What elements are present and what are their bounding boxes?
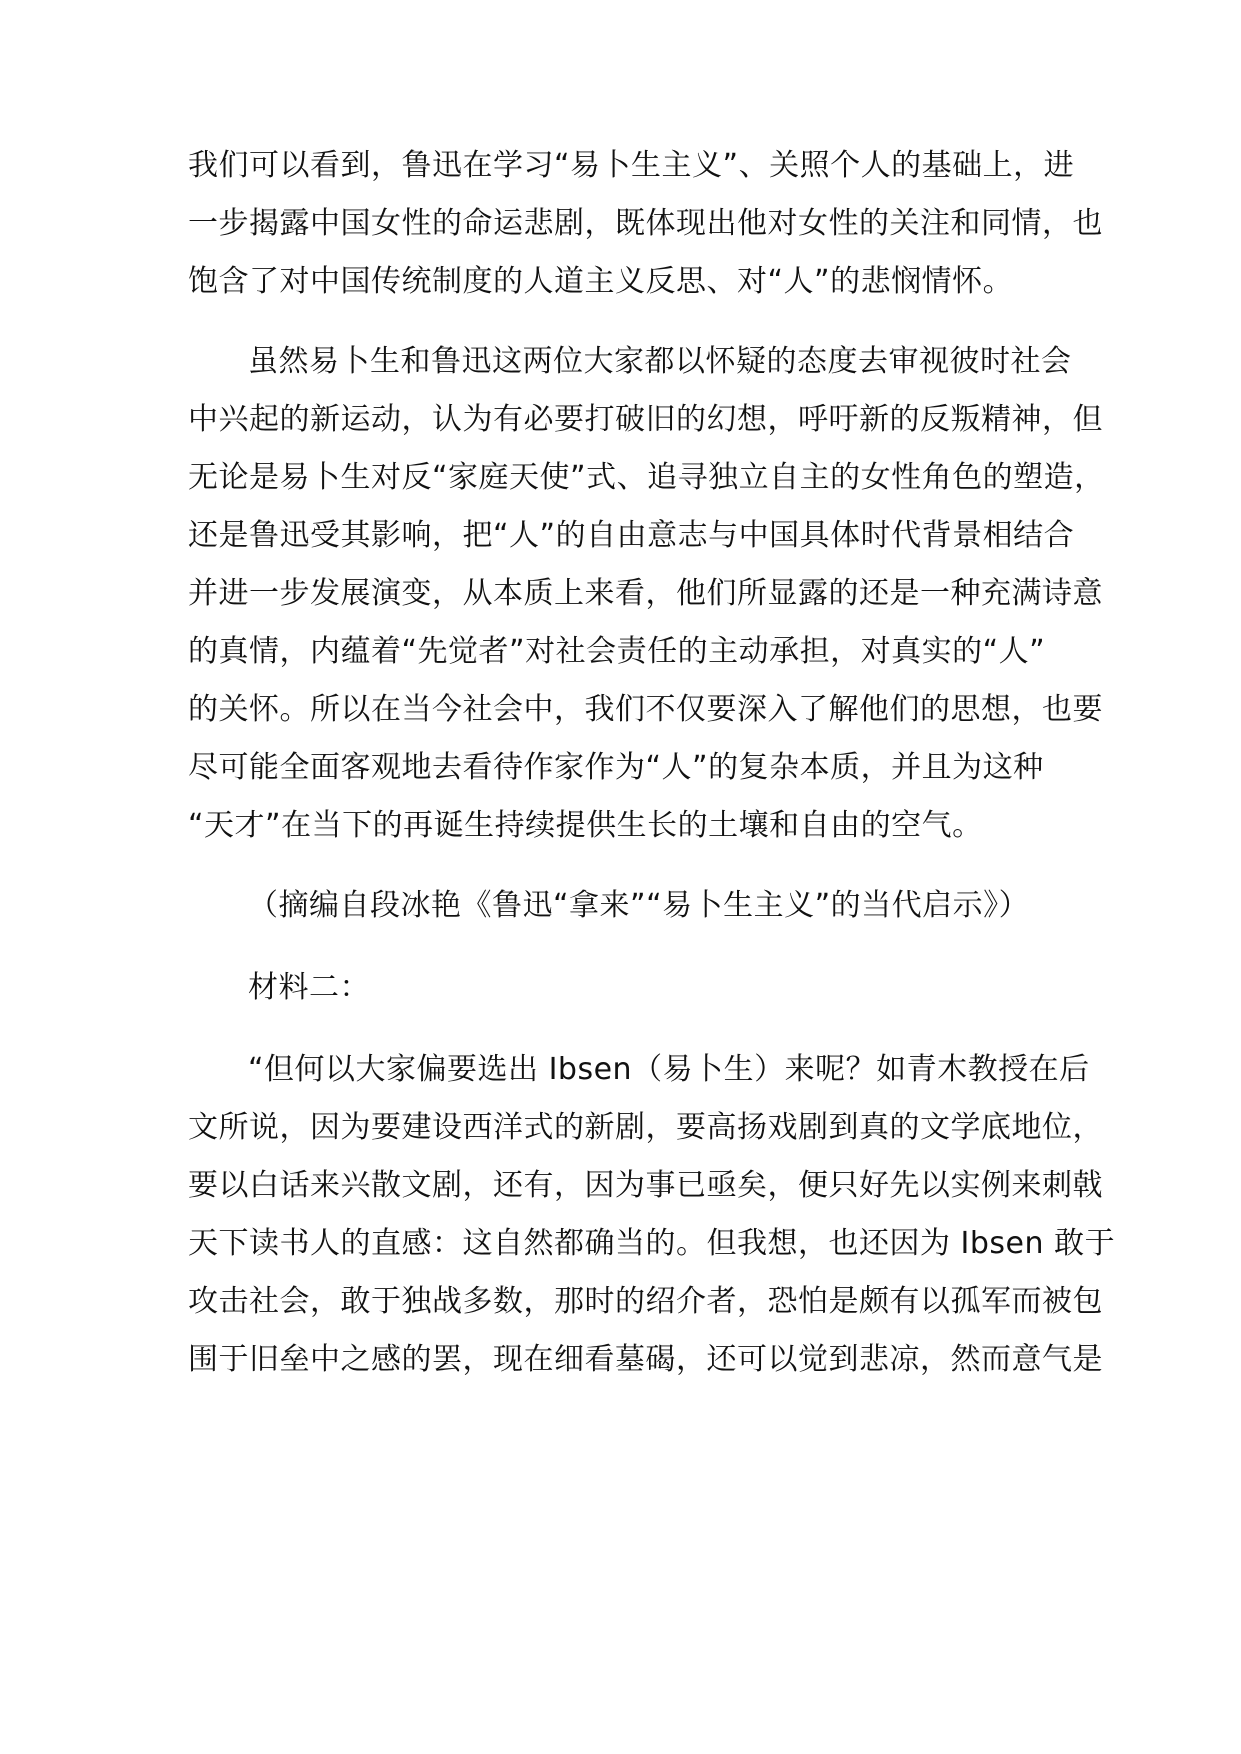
paragraph-3-line: 天下读书人的直感：这自然都确当的。但我想，也还因为 Ibsen 敢于 [188, 1226, 1116, 1261]
paragraph-2-line: 的关怀。所以在当今社会中，我们不仅要深入了解他们的思想，也要 [188, 692, 1103, 727]
paragraph-3-line: 围于旧垒中之感的罢，现在细看墓碣，还可以觉到悲凉，然而意气是 [188, 1342, 1103, 1377]
paragraph-2-line: 无论是易卜生对反“家庭天使”式、追寻独立自主的女性角色的塑造， [188, 460, 1105, 495]
paragraph-1-line: 我们可以看到，鲁迅在学习“易卜生主义”、关照个人的基础上，进 [188, 148, 1075, 183]
paragraph-2-line: 中兴起的新运动，认为有必要打破旧的幻想，呼吁新的反叛精神，但 [188, 402, 1103, 437]
paragraph-2-line: “天才”在当下的再诞生持续提供生长的土壤和自由的空气。 [188, 808, 983, 843]
paragraph-2-line: 还是鲁迅受其影响，把“人”的自由意志与中国具体时代背景相结合 [188, 518, 1075, 553]
paragraph-2-line: 并进一步发展演变，从本质上来看，他们所显露的还是一种充满诗意 [188, 576, 1103, 611]
source-note: （摘编自段冰艳《鲁迅“拿来”“易卜生主义”的当代启示》） [248, 888, 1030, 923]
paragraph-1-line: 饱含了对中国传统制度的人道主义反思、对“人”的悲悯情怀。 [188, 264, 1014, 299]
paragraph-2-line: 虽然易卜生和鲁迅这两位大家都以怀疑的态度去审视彼时社会 [248, 344, 1072, 379]
paragraph-3-line: 要以白话来兴散文剧，还有，因为事已亟矣，便只好先以实例来刺戟 [188, 1168, 1103, 1203]
paragraph-3-line: 文所说，因为要建设西洋式的新剧，要高扬戏剧到真的文学底地位， [188, 1110, 1103, 1145]
section-label: 材料二： [248, 970, 370, 1005]
paragraph-2-line: 的真情，内蕴着“先觉者”对社会责任的主动承担，对真实的“人” [188, 634, 1046, 669]
paragraph-3-line: 攻击社会，敢于独战多数，那时的绍介者，恐怕是颇有以孤军而被包 [188, 1284, 1103, 1319]
paragraph-3-line: “但何以大家偏要选出 Ibsen（易卜生）来呢？如青木教授在后 [248, 1052, 1090, 1087]
paragraph-2-line: 尽可能全面客观地去看待作家作为“人”的复杂本质，并且为这种 [188, 750, 1044, 785]
paragraph-1-line: 一步揭露中国女性的命运悲剧，既体现出他对女性的关注和同情，也 [188, 206, 1103, 241]
